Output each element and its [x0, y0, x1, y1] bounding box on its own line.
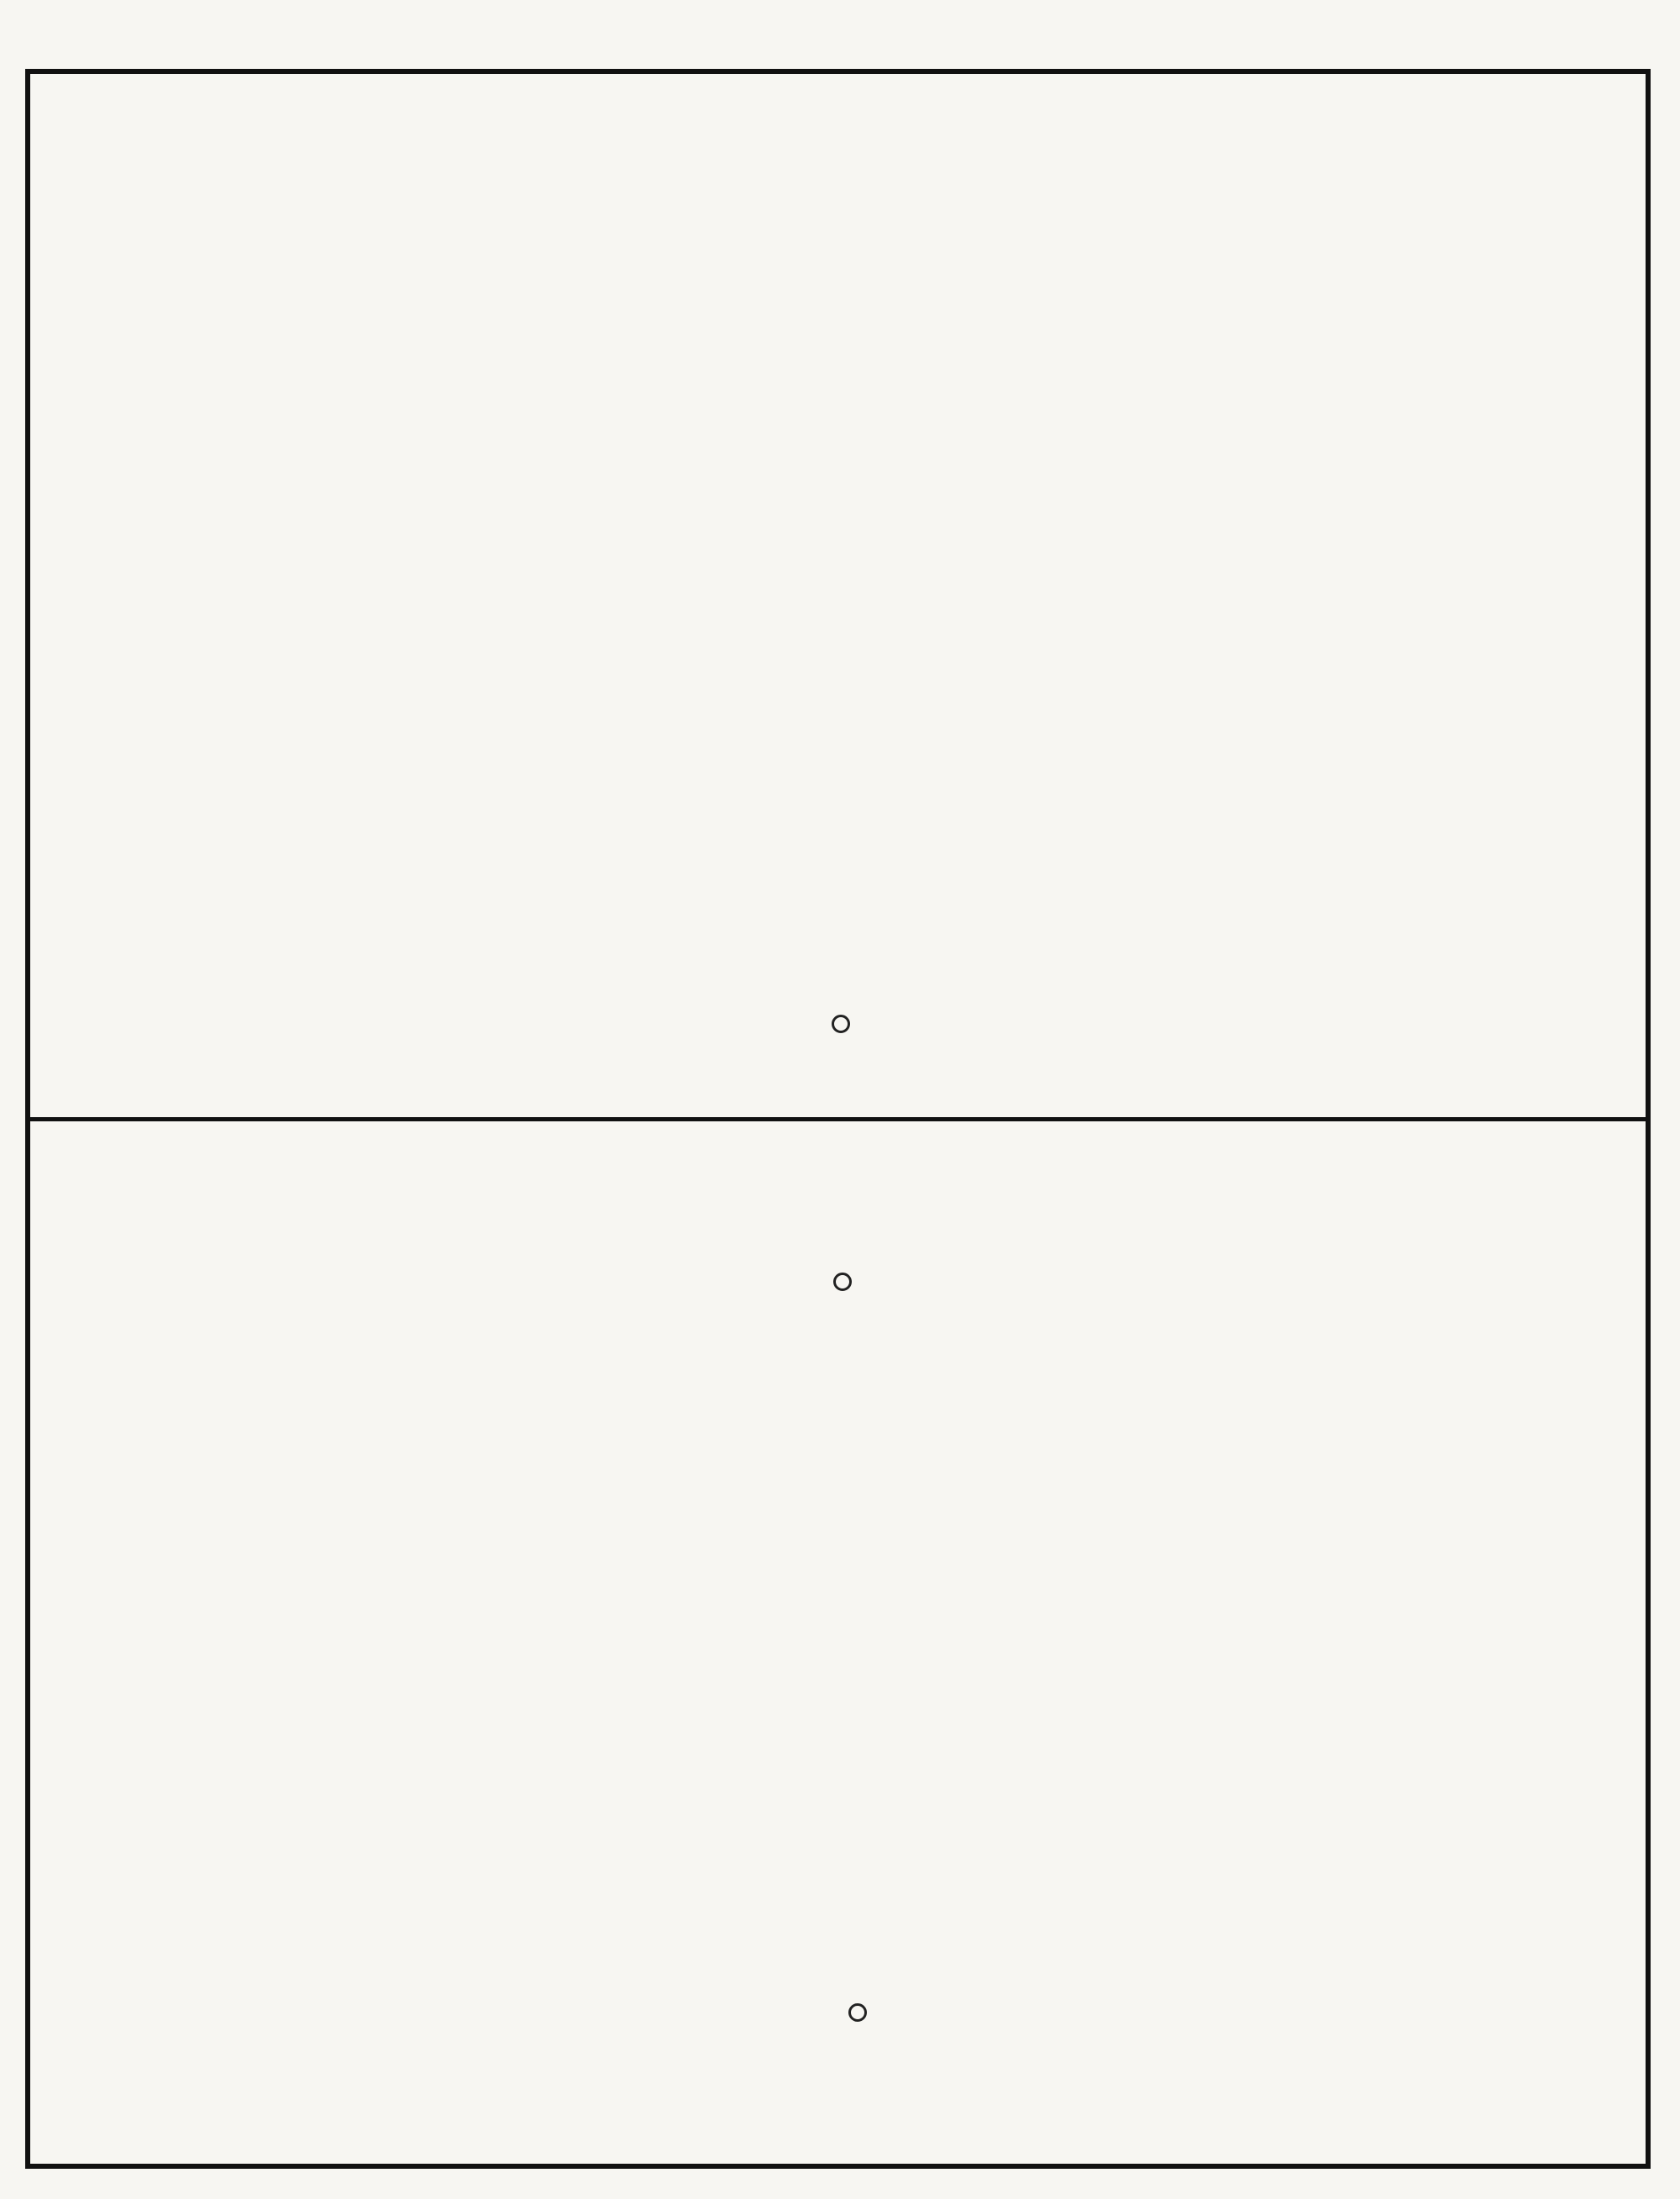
circle-mark — [833, 1273, 852, 1291]
circle-mark — [848, 2003, 867, 2022]
page-divider — [25, 1117, 1651, 1121]
circle-mark — [832, 1015, 850, 1033]
